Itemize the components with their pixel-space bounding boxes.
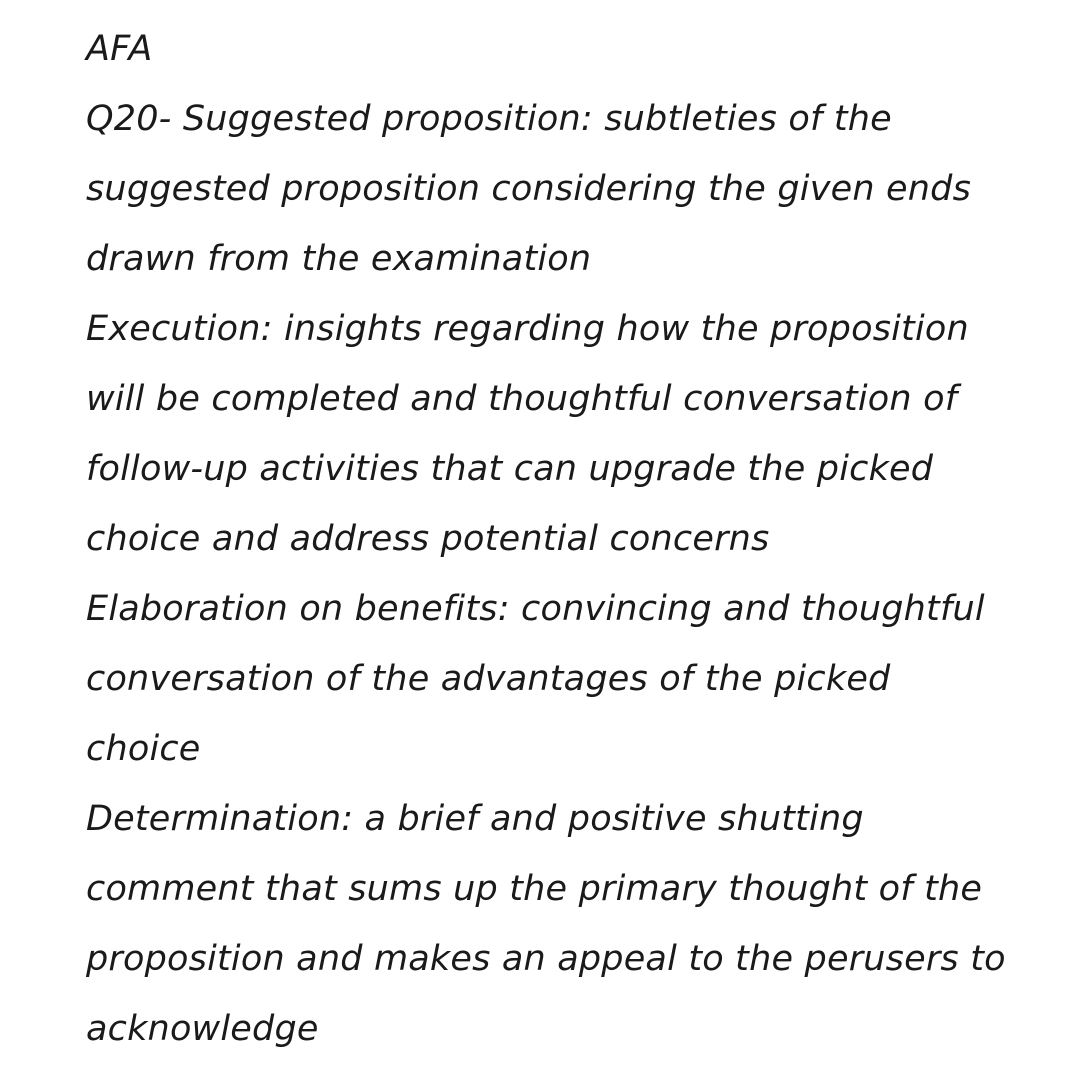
note-line: comment that sums up the primary thought of the [86,869,983,909]
note-line: suggested proposition considering the given ends [86,169,972,209]
note-line: drawn from the examination [86,239,592,279]
note-line: choice [86,729,201,769]
note-line-question-title: Q20- Suggested proposition: subtleties of the [86,99,892,139]
note-heading: AFA [86,29,153,69]
note-line: proposition and makes an appeal to the perusers to [86,939,1006,979]
note-line: acknowledge [86,1009,319,1049]
note-line: follow-up activities that can upgrade the picked [86,449,934,489]
note-line: conversation of the advantages of the picked [86,659,891,699]
note-line-elaboration: Elaboration on benefits: convincing and thoughtful [86,589,985,629]
note-line-determination: Determination: a brief and positive shutting [86,799,864,839]
note-line-execution: Execution: insights regarding how the proposition [86,309,969,349]
note-text-block [86,14,1046,1064]
note-line: choice and address potential concerns [86,519,770,559]
note-line: will be completed and thoughtful conversation of [86,379,958,419]
